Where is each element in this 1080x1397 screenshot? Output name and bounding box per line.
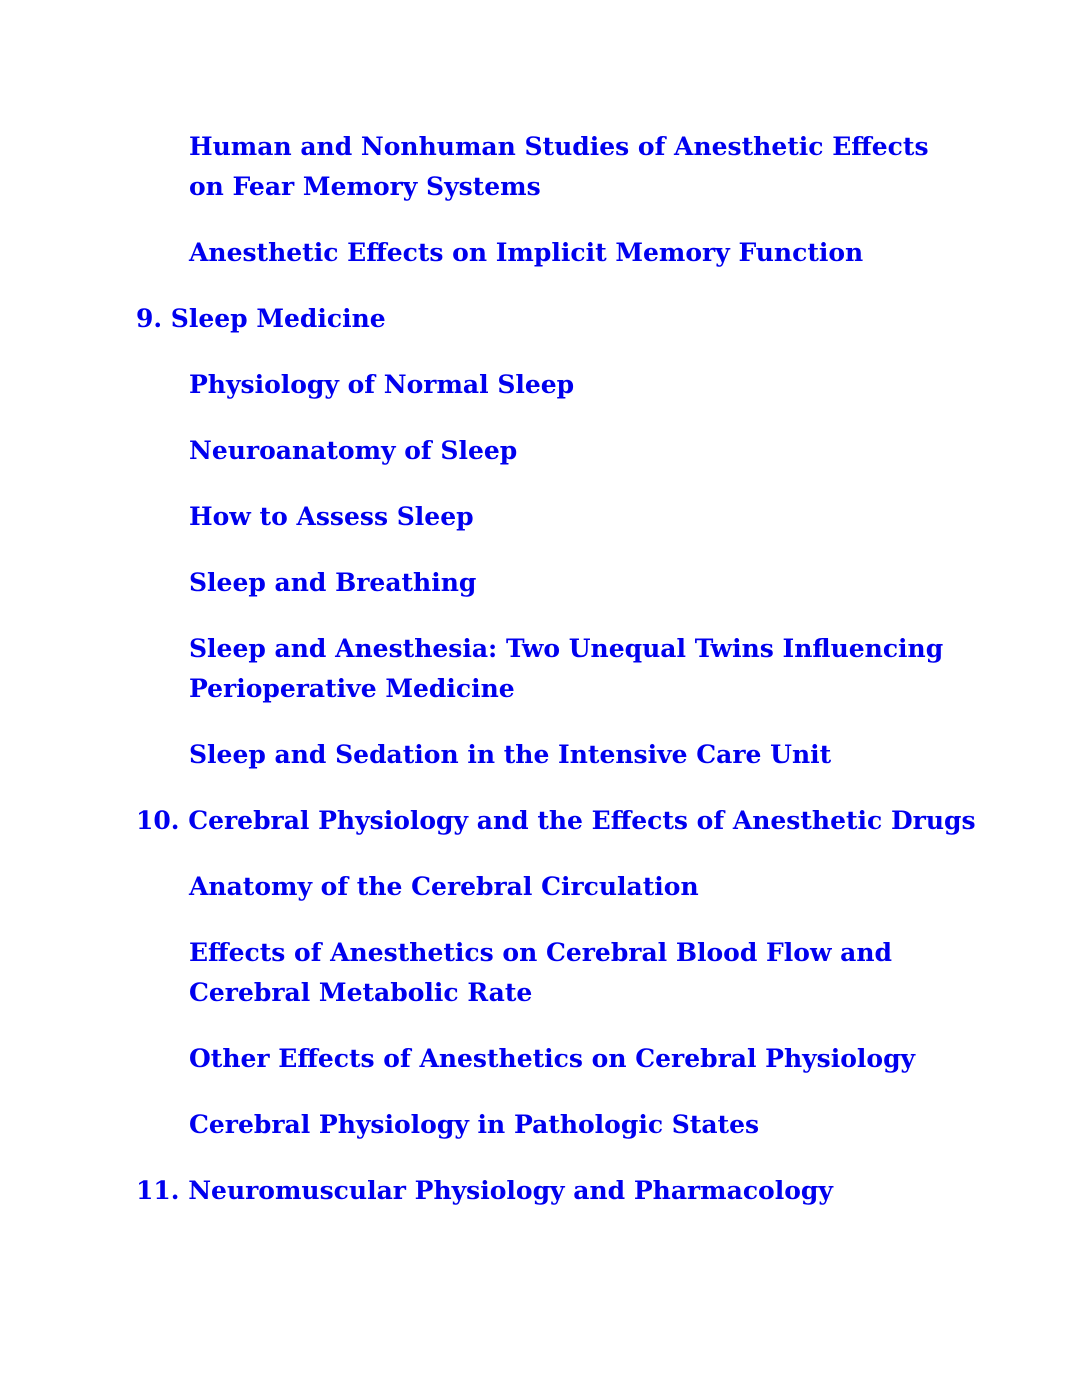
toc-link-cerebral-blood-flow-cont[interactable]: Cerebral Metabolic Rate <box>189 978 533 1007</box>
toc-chapter-10[interactable]: 10. Cerebral Physiology and the Effects of Anesthetic Drugs <box>136 806 976 835</box>
toc-link-sleep-anesthesia-cont[interactable]: Perioperative Medicine <box>189 674 515 703</box>
toc-link-sleep-breathing[interactable]: Sleep and Breathing <box>189 568 477 597</box>
toc-link-assess-sleep[interactable]: How to Assess Sleep <box>189 502 474 531</box>
toc-link-sleep-sedation-icu[interactable]: Sleep and Sedation in the Intensive Care Unit <box>189 740 832 769</box>
toc-link-pathologic-states[interactable]: Cerebral Physiology in Pathologic States <box>189 1110 760 1139</box>
toc-link-sleep-anesthesia[interactable]: Sleep and Anesthesia: Two Unequal Twins Influencing <box>189 634 944 663</box>
toc-link-cerebral-blood-flow[interactable]: Effects of Anesthetics on Cerebral Blood Flow and <box>189 938 893 967</box>
toc-link-cerebral-circulation[interactable]: Anatomy of the Cerebral Circulation <box>189 872 699 901</box>
toc-link-implicit-memory[interactable]: Anesthetic Effects on Implicit Memory Function <box>189 238 864 267</box>
toc-link-fear-memory[interactable]: Human and Nonhuman Studies of Anesthetic Effects <box>189 132 929 161</box>
toc-link-fear-memory-cont[interactable]: on Fear Memory Systems <box>189 172 541 201</box>
toc-link-neuroanatomy-sleep[interactable]: Neuroanatomy of Sleep <box>189 436 518 465</box>
toc-chapter-11[interactable]: 11. Neuromuscular Physiology and Pharmacology <box>136 1176 833 1205</box>
toc-link-other-effects[interactable]: Other Effects of Anesthetics on Cerebral Physiology <box>189 1044 916 1073</box>
toc-chapter-9[interactable]: 9. Sleep Medicine <box>136 304 386 333</box>
toc-link-normal-sleep[interactable]: Physiology of Normal Sleep <box>189 370 575 399</box>
